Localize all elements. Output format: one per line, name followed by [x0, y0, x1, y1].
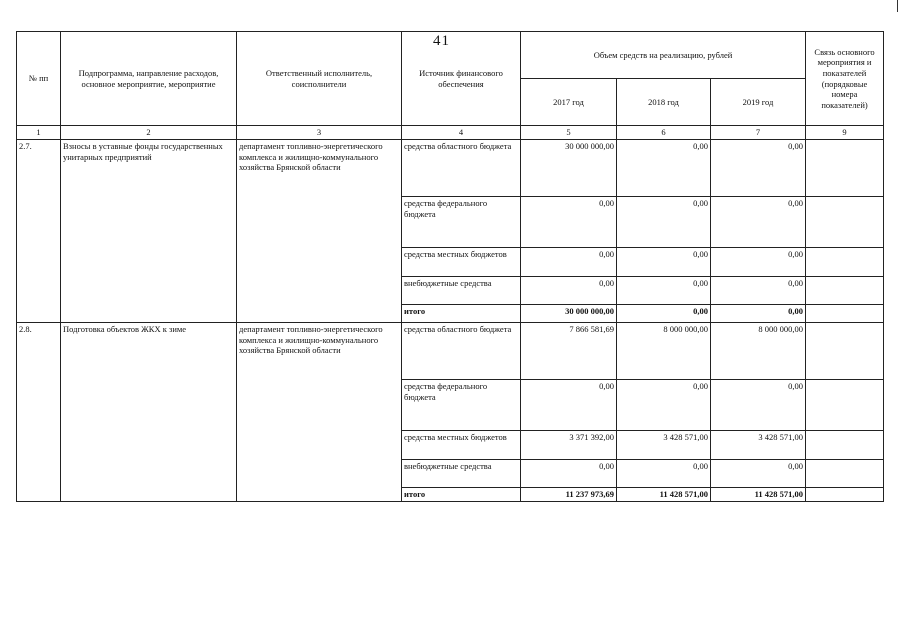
- header-program: Подпрограмма, направление расходов, основное мероприятие, мероприятие: [61, 32, 237, 126]
- header-source: Источник финансового обеспечения: [402, 32, 521, 126]
- amount-2017: 0,00: [521, 380, 617, 431]
- indicator-link: [806, 277, 884, 305]
- amount-2018: 11 428 571,00: [617, 488, 711, 502]
- column-number: 4: [402, 126, 521, 140]
- indicator-link: [806, 431, 884, 460]
- amount-2017: 0,00: [521, 277, 617, 305]
- amount-2018: 0,00: [617, 197, 711, 248]
- amount-2019: 8 000 000,00: [711, 323, 806, 380]
- item-number: 2.7.: [17, 140, 61, 323]
- indicator-link: [806, 380, 884, 431]
- funding-source: итого: [402, 305, 521, 323]
- funding-source: средства федерального бюджета: [402, 197, 521, 248]
- amount-2019: 0,00: [711, 305, 806, 323]
- column-numbers-row: [17, 126, 884, 140]
- item-name: Взносы в уставные фонды государственных унитарных предприятий: [61, 140, 237, 323]
- item-responsible: департамент топливно-энергетического комплекса и жилищно-коммунального хозяйства Брянской области: [237, 323, 402, 502]
- amount-2017: 30 000 000,00: [521, 305, 617, 323]
- header-responsible: Ответственный исполнитель, соисполнители: [237, 32, 402, 126]
- indicator-link: [806, 197, 884, 248]
- header-year-2017: 2017 год: [521, 79, 617, 126]
- page-number: 41: [433, 33, 450, 49]
- column-number: 7: [711, 126, 806, 140]
- amount-2019: 0,00: [711, 197, 806, 248]
- indicator-link: [806, 248, 884, 277]
- indicator-link: [806, 140, 884, 197]
- funding-source: внебюджетные средства: [402, 460, 521, 488]
- column-number: 3: [237, 126, 402, 140]
- header-link: Связь основного мероприятия и показателей (порядковые номера показателей): [806, 32, 884, 126]
- amount-2019: 3 428 571,00: [711, 431, 806, 460]
- column-number: 5: [521, 126, 617, 140]
- indicator-link: [806, 323, 884, 380]
- column-number: 2: [61, 126, 237, 140]
- indicator-link: [806, 460, 884, 488]
- column-number: 6: [617, 126, 711, 140]
- table-row: [17, 323, 884, 380]
- funding-source: средства областного бюджета: [402, 140, 521, 197]
- amount-2017: 3 371 392,00: [521, 431, 617, 460]
- amount-2019: 0,00: [711, 460, 806, 488]
- funding-source: средства областного бюджета: [402, 323, 521, 380]
- amount-2019: 11 428 571,00: [711, 488, 806, 502]
- amount-2018: 0,00: [617, 248, 711, 277]
- amount-2018: 0,00: [617, 140, 711, 197]
- table-row: [17, 140, 884, 197]
- amount-2018: 0,00: [617, 305, 711, 323]
- amount-2018: 0,00: [617, 380, 711, 431]
- header-num: № пп: [17, 32, 61, 126]
- header-year-2018: 2018 год: [617, 79, 711, 126]
- amount-2018: 8 000 000,00: [617, 323, 711, 380]
- amount-2019: 0,00: [711, 248, 806, 277]
- funding-table: [16, 31, 884, 502]
- header-volume: Объем средств на реализацию, рублей: [521, 32, 806, 79]
- item-name: Подготовка объектов ЖКХ к зиме: [61, 323, 237, 502]
- amount-2019: 0,00: [711, 277, 806, 305]
- amount-2017: 0,00: [521, 460, 617, 488]
- amount-2019: 0,00: [711, 380, 806, 431]
- funding-source: итого: [402, 488, 521, 502]
- item-responsible: департамент топливно-энергетического комплекса и жилищно-коммунального хозяйства Брянской области: [237, 140, 402, 323]
- indicator-link: [806, 305, 884, 323]
- column-number: 1: [17, 126, 61, 140]
- amount-2018: 3 428 571,00: [617, 431, 711, 460]
- item-number: 2.8.: [17, 323, 61, 502]
- amount-2017: 11 237 973,69: [521, 488, 617, 502]
- amount-2017: 0,00: [521, 197, 617, 248]
- indicator-link: [806, 488, 884, 502]
- header-year-2019: 2019 год: [711, 79, 806, 126]
- funding-source: средства местных бюджетов: [402, 248, 521, 277]
- amount-2019: 0,00: [711, 140, 806, 197]
- funding-source: средства местных бюджетов: [402, 431, 521, 460]
- funding-source: средства федерального бюджета: [402, 380, 521, 431]
- amount-2017: 30 000 000,00: [521, 140, 617, 197]
- amount-2017: 0,00: [521, 248, 617, 277]
- funding-source: внебюджетные средства: [402, 277, 521, 305]
- column-number: 9: [806, 126, 884, 140]
- amount-2017: 7 866 581,69: [521, 323, 617, 380]
- amount-2018: 0,00: [617, 460, 711, 488]
- amount-2018: 0,00: [617, 277, 711, 305]
- margin-mark: [897, 0, 898, 12]
